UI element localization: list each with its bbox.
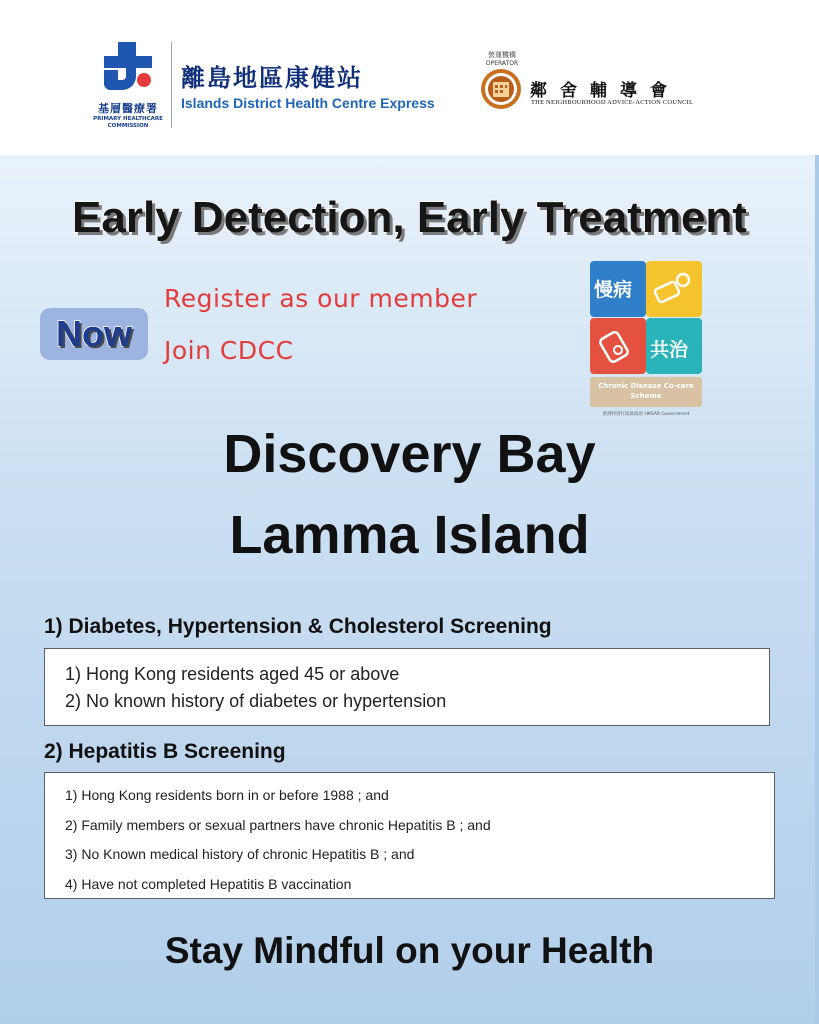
phc-logo (92, 40, 164, 132)
join-cdcc-text: Join CDCC (164, 336, 294, 365)
phc-name-en: PRIMARY HEALTHCARE COMMISSION (93, 116, 163, 129)
cdcc-ribbon-text (590, 381, 702, 401)
criteria-item: 1) Hong Kong residents aged 45 or above (65, 664, 400, 684)
centre-name-zh: 離島地區康健站 (181, 64, 363, 92)
headline: Early Detection, Early Treatment (72, 193, 747, 242)
centre-name-en: Islands District Health Centre Express (181, 95, 435, 111)
cdcc-ribbon (590, 377, 702, 407)
criteria-item: 2) No known history of diabetes or hypertension (65, 691, 447, 711)
cdcc-chars-2: 共治 (650, 339, 689, 361)
operator-name-en: THE NEIGHBOURHOOD ADVICE-ACTION COUNCIL (531, 99, 694, 106)
header-divider (171, 42, 172, 128)
phc-name-zh: 基層醫療署 (98, 102, 158, 115)
nac-emblem-icon (480, 68, 522, 110)
poster-edge (815, 155, 819, 1024)
now-badge: Now (40, 308, 148, 360)
glucose-meter-icon (596, 328, 638, 366)
phc-cross-icon (100, 40, 156, 98)
cdcc-ribbon-line-2: Scheme (630, 392, 662, 400)
footer-slogan: Stay Mindful on your Health (164, 930, 655, 971)
cdcc-logo (580, 255, 714, 421)
section-title-diabetes-screening: 1) Diabetes, Hypertension & Cholesterol Screening (44, 615, 552, 638)
criteria-box-hepatitis (44, 772, 775, 899)
cdcc-chars-1: 慢病 (594, 279, 633, 301)
header-bar (0, 0, 819, 155)
cdcc-foot-text: 香港特別行政區政府 HKSAR Government (602, 412, 690, 417)
location-discovery-bay: Discovery Bay (223, 424, 596, 484)
criteria-item: 1) Hong Kong residents born in or before 1988 ; and (65, 787, 389, 803)
register-text: Register as our member (164, 284, 478, 313)
section-title-hepatitis-screening: 2) Hepatitis B Screening (44, 740, 286, 763)
operator-label-en: OPERATOR (485, 60, 519, 67)
cdcc-ribbon-line-1: Chronic Disease Co-care (598, 382, 694, 390)
operator-label-zh: 營運機構 (488, 51, 516, 59)
criteria-item: 3) No Known medical history of chronic Hepatitis B ; and (65, 846, 415, 862)
operator-name-zh: 鄰舍輔導會 (530, 81, 680, 101)
criteria-box-diabetes (44, 648, 770, 726)
location-lamma-island: Lamma Island (229, 505, 590, 565)
criteria-item: 4) Have not completed Hepatitis B vaccination (65, 875, 352, 892)
blood-pressure-icon (652, 271, 694, 307)
criteria-item: 2) Family members or sexual partners have chronic Hepatitis B ; and (65, 816, 491, 833)
